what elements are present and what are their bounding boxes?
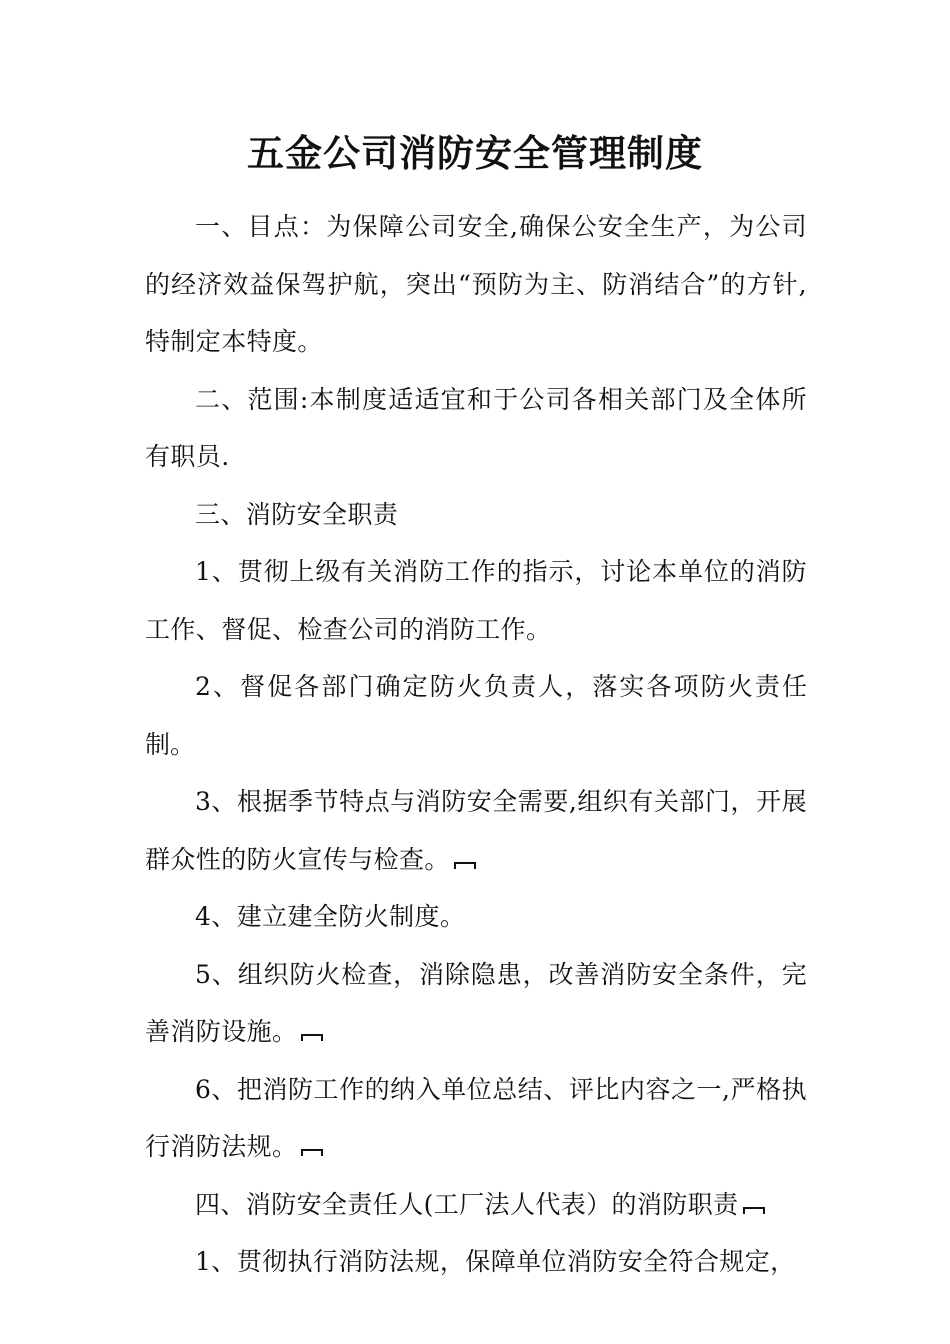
- paragraph-text: 三、消防安全职责: [195, 499, 399, 529]
- paragraph-purpose: [145, 198, 807, 371]
- paragraph-text: 1、贯彻执行消防法规，保障单位消防安全符合规定，: [195, 1247, 796, 1276]
- paragraph-text: 5、组织防火检查，消除隐患，改善消防安全条件，完善消防设施。: [145, 959, 807, 1046]
- paragraph-text: 3、根据季节特点与消防安全需要,组织有关部门，开展群众性的防火宣传与检查。: [145, 787, 807, 874]
- paragraph-text: 4、建立建全防火制度。: [195, 902, 466, 931]
- paragraph-mark-icon: [301, 1147, 323, 1157]
- paragraph-section-responsible: [145, 1176, 807, 1234]
- paragraph-text: 6、把消防工作的纳入单位总结、评比内容之一,严格执行消防法规。: [145, 1074, 807, 1161]
- paragraph-text: 一、目点：为保障公司安全,确保公安全生产，为公司的经济效益保驾护航，突出“预防为主、防消结合”的方针,特制定本特度。: [145, 212, 807, 356]
- paragraph-item-3: [145, 773, 807, 888]
- paragraph-item-6: [145, 1061, 807, 1176]
- paragraph-section-heading: [145, 486, 807, 544]
- paragraph-item-4: [145, 888, 807, 946]
- paragraph-scope: [145, 371, 807, 486]
- paragraph-item-1: [145, 543, 807, 658]
- paragraph-text: 2、督促各部门确定防火负责人，落实各项防火责任制。: [145, 672, 807, 759]
- paragraph-text: 二、范围:本制度适适宜和于公司各相关部门及全体所有职员.: [145, 384, 807, 471]
- paragraph-item-5: [145, 946, 807, 1061]
- paragraph-responsible-item-1: [145, 1233, 807, 1291]
- paragraph-text: 四、消防安全责任人(工厂法人代表）的消防职责: [195, 1189, 739, 1219]
- document-title: 五金公司消防安全管理制度: [247, 131, 703, 175]
- paragraph-mark-icon: [743, 1205, 765, 1215]
- paragraph-text: 1、贯彻上级有关消防工作的指示，讨论本单位的消防工作、督促、检查公司的消防工作。: [145, 557, 807, 644]
- document-body: [145, 198, 807, 1291]
- paragraph-mark-icon: [301, 1032, 323, 1042]
- paragraph-mark-icon: [454, 860, 476, 870]
- paragraph-item-2: [145, 658, 807, 773]
